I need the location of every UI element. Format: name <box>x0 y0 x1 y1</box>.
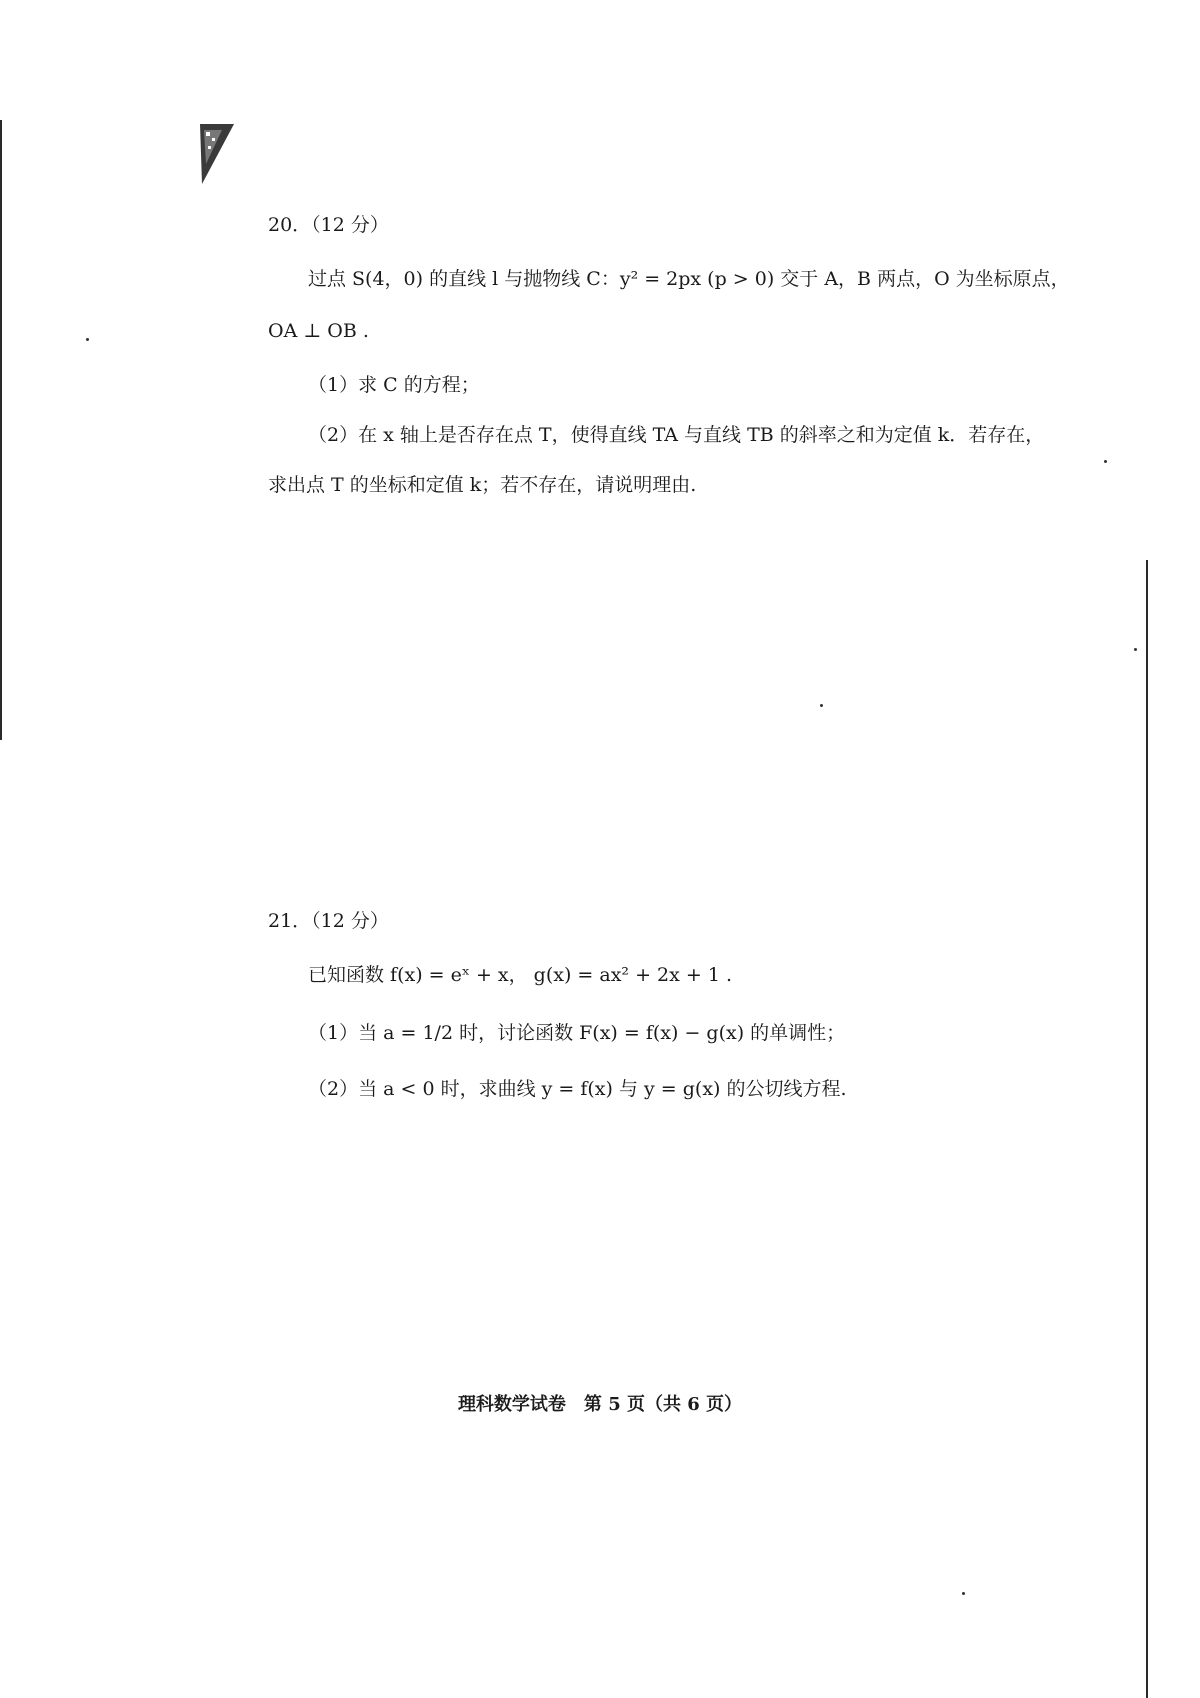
scan-edge-right <box>1146 560 1148 1698</box>
question-21-part-1: （1）当 a = 1/2 时，讨论函数 F(x) = f(x) − g(x) 的单调性； <box>308 1022 846 1044</box>
scan-speck <box>1104 460 1107 463</box>
question-20-heading: 20．（12 分） <box>268 214 389 236</box>
question-21-stem: 已知函数 f(x) = eˣ + x， g(x) = ax² + 2x + 1 . <box>308 964 732 986</box>
question-20-part-2-line-2: 求出点 T 的坐标和定值 k；若不存在，请说明理由. <box>268 474 697 496</box>
question-20-part-1: （1）求 C 的方程； <box>308 374 480 396</box>
question-20-stem-line-2: OA ⊥ OB . <box>268 320 369 342</box>
page-footer: 理科数学试卷 第 5 页（共 6 页） <box>457 1394 743 1415</box>
scan-speck <box>86 338 89 341</box>
scan-speck <box>820 704 823 707</box>
question-20-stem-line-1: 过点 S(4，0) 的直线 l 与抛物线 C：y² = 2px (p > 0) 交于 A，B 两点，O 为坐标原点， <box>308 268 1070 290</box>
question-20-part-2-line-1: （2）在 x 轴上是否存在点 T，使得直线 TA 与直线 TB 的斜率之和为定值 k．若存在， <box>308 424 1045 446</box>
corner-scan-mark-icon <box>200 124 234 184</box>
question-21-part-2: （2）当 a < 0 时，求曲线 y = f(x) 与 y = g(x) 的公切线方程. <box>308 1078 847 1100</box>
scan-speck <box>1134 648 1137 651</box>
scan-speck <box>962 1592 965 1595</box>
scan-edge-left <box>0 120 2 740</box>
question-21-heading: 21．（12 分） <box>268 910 389 932</box>
